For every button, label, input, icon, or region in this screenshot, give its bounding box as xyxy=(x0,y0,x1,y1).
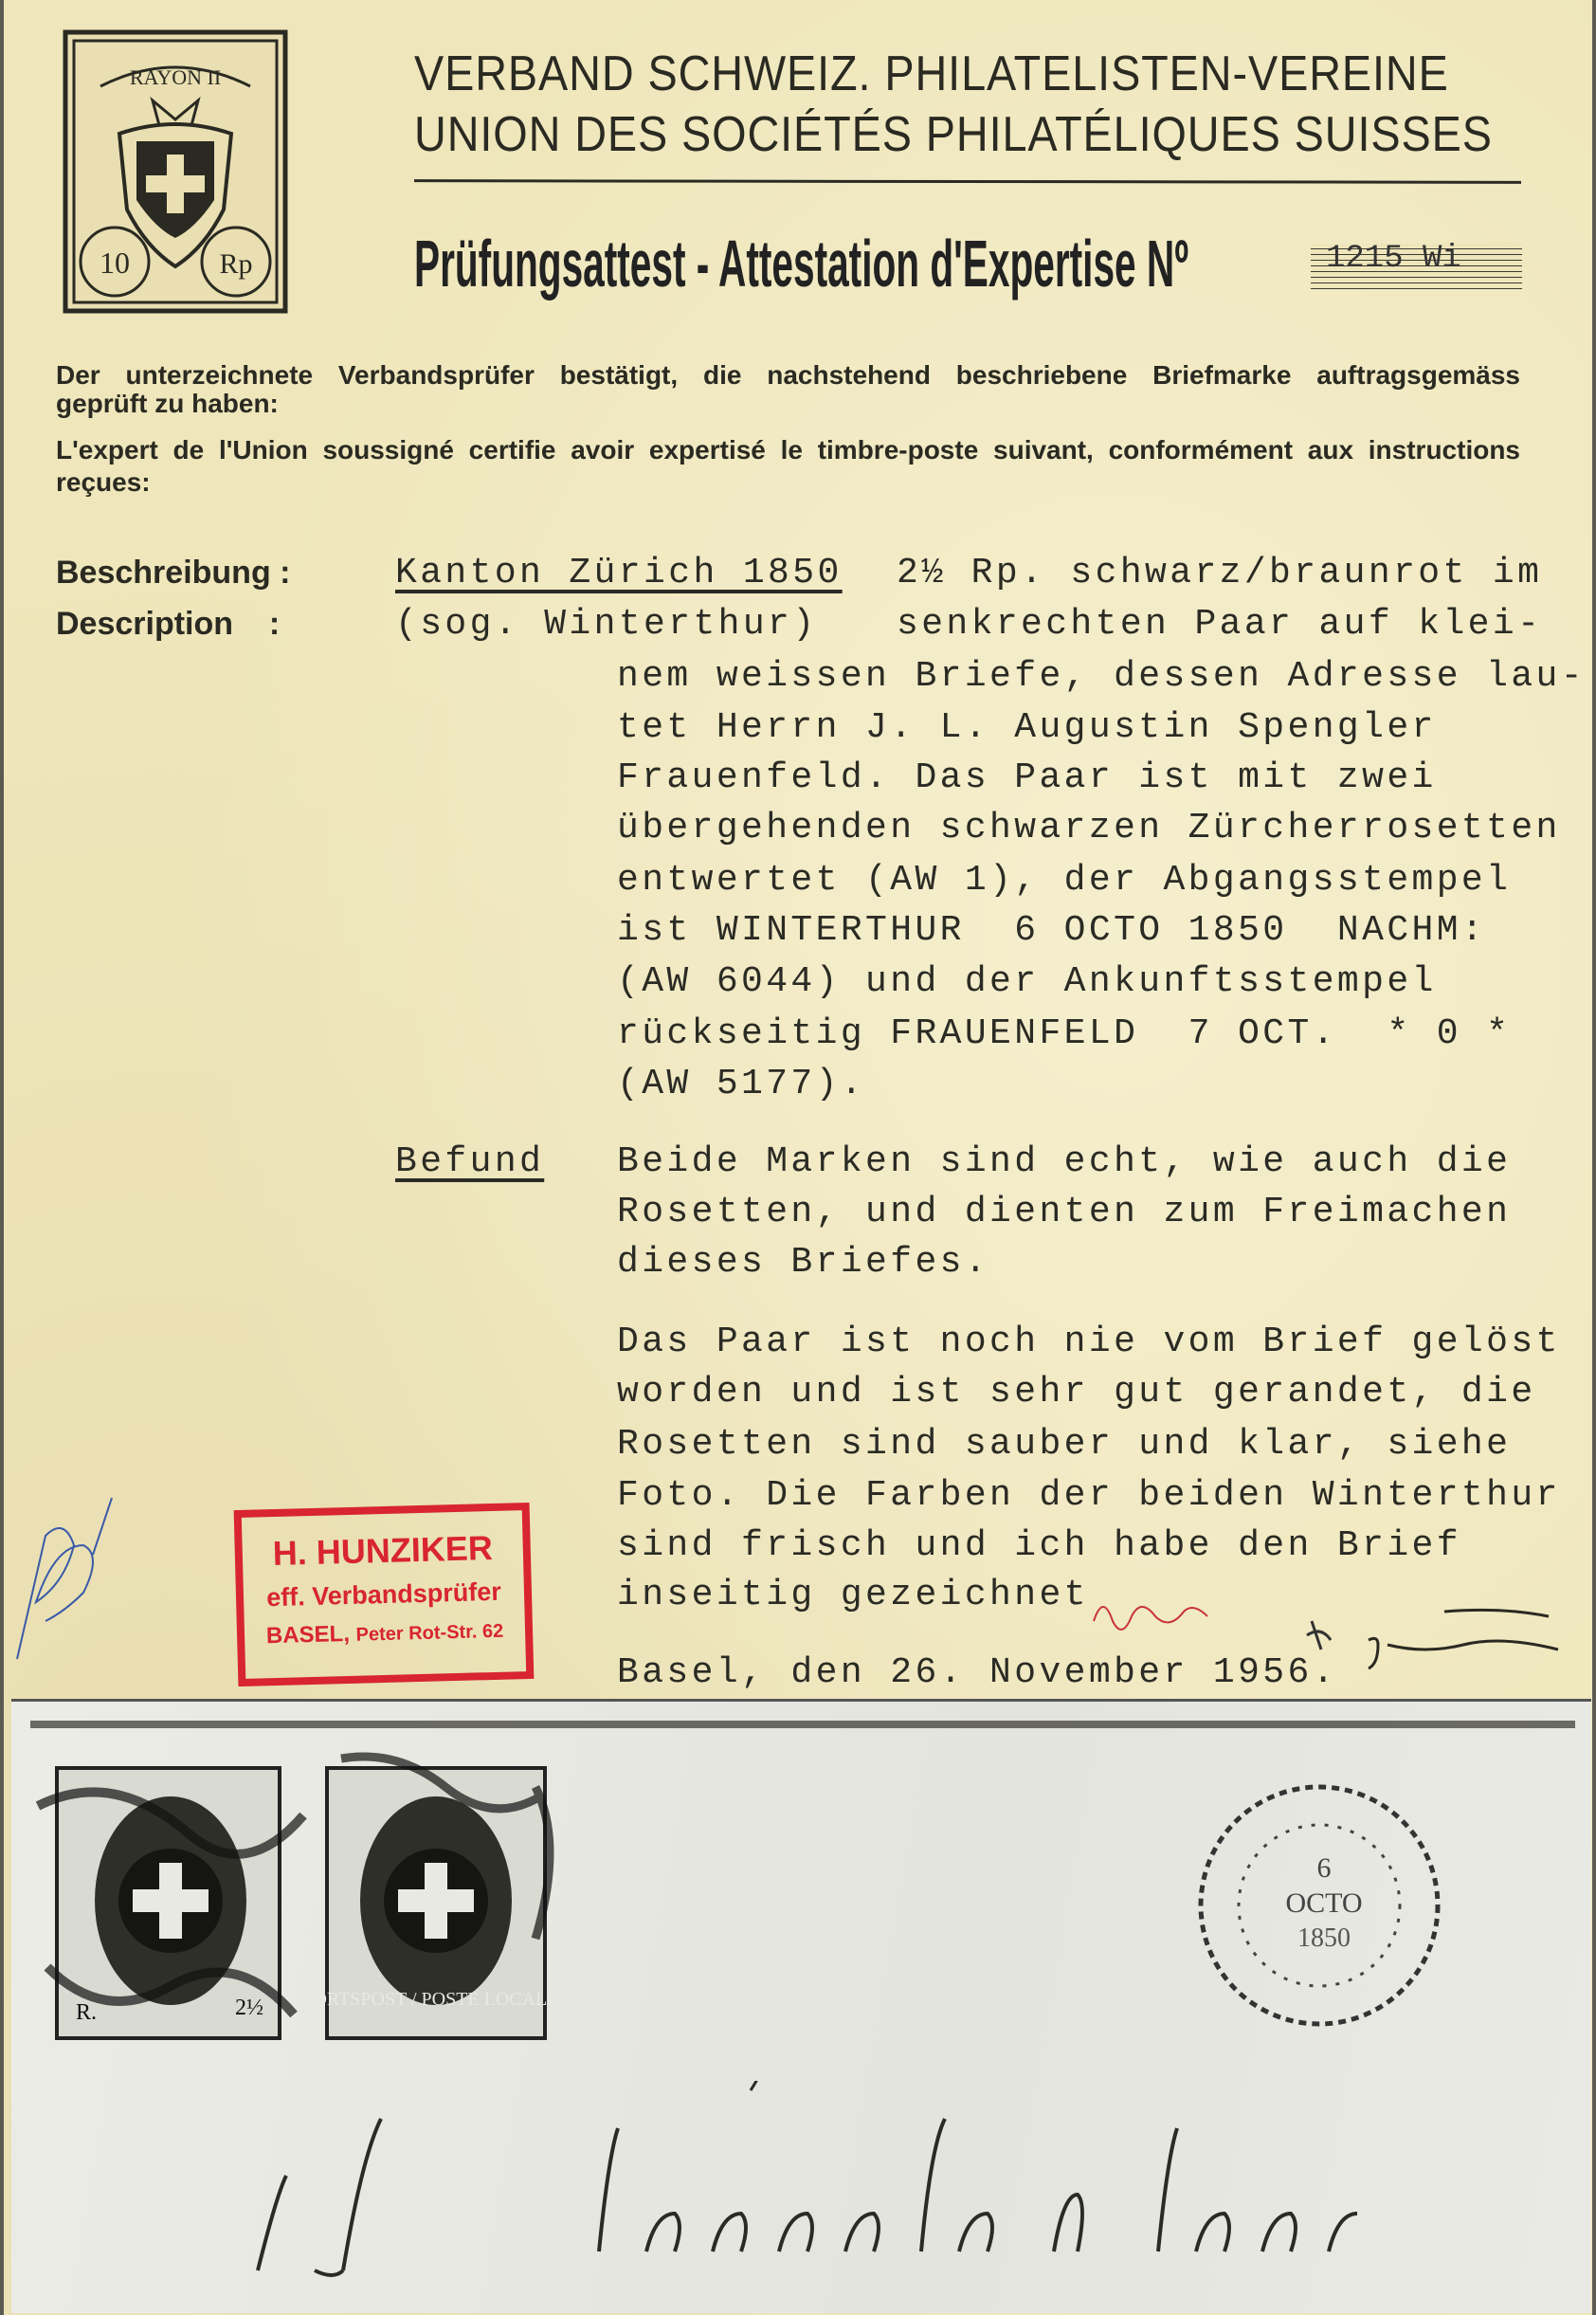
description-line: rückseitig FRAUENFELD 7 OCT. * 0 * xyxy=(617,1013,1512,1054)
description-line: senkrechten Paar auf klei- xyxy=(897,604,1543,645)
description-line: tet Herrn J. L. Augustin Spengler xyxy=(617,707,1437,748)
intro-fr-line2: reçues: xyxy=(56,467,151,497)
logo-rayon-text: RAYON II xyxy=(129,65,222,89)
winterthur-postmark xyxy=(1182,1768,1457,2043)
description-line: nem weissen Briefe, dessen Adresse lau- xyxy=(617,656,1586,697)
remarks-line: Foto. Die Farben der beiden Winterthur xyxy=(617,1475,1561,1516)
handwritten-address xyxy=(201,2081,1575,2308)
remarks-line: Rosetten sind sauber und klar, siehe xyxy=(617,1424,1512,1465)
description-line: (AW 5177). xyxy=(617,1064,866,1104)
description-line: übergehenden schwarzen Zürcherrosetten xyxy=(617,808,1561,848)
intro-de-line2: geprüft zu haben: xyxy=(56,389,279,418)
postmark-year: 1850 xyxy=(1297,1923,1351,1953)
examiner-city: BASEL, xyxy=(265,1620,351,1650)
header-line-de: VERBAND SCHWEIZ. PHILATELISTEN-VEREINE xyxy=(414,46,1449,101)
certificate-title: Prüfungsattest - Attestation d'Expertise Nº xyxy=(414,227,1189,301)
description-subject-line1: Kanton Zürich 1850 xyxy=(395,553,843,593)
description-label-fr: Description : xyxy=(56,606,281,642)
remarks-line: Das Paar ist noch nie vom Brief gelöst xyxy=(617,1322,1561,1362)
examiner-role: eff. Verbandsprüfer xyxy=(265,1577,502,1613)
description-line: ist WINTERTHUR 6 OCTO 1850 NACHM: xyxy=(617,910,1487,951)
description-label-de: Beschreibung : xyxy=(56,555,291,591)
examiner-address xyxy=(245,1616,526,1650)
description-line: 2½ Rp. schwarz/braunrot im xyxy=(897,553,1543,593)
logo-unit-text: Rp xyxy=(219,248,253,280)
cover-photo xyxy=(11,1699,1591,2313)
stamp-inscription: ORTSPOST / POSTE LOCALE xyxy=(313,1989,559,2010)
remarks-line: inseitig gezeichnet xyxy=(617,1575,1089,1615)
findings-label: Befund xyxy=(395,1141,545,1182)
description-line: Frauenfeld. Das Paar ist mit zwei xyxy=(617,757,1437,798)
logo-value-text: 10 xyxy=(100,246,130,280)
postmark-day: 6 xyxy=(1316,1852,1332,1884)
header-line-fr: UNION DES SOCIÉTÉS PHILATÉLIQUES SUISSES xyxy=(414,107,1493,162)
cover-edge-shadow xyxy=(30,1721,1575,1728)
examiner-name: H. HUNZIKER xyxy=(272,1527,494,1574)
stamp-pair xyxy=(19,1730,578,2052)
description-subject-line2: (sog. Winterthur) xyxy=(395,604,818,645)
blue-pencil-mark xyxy=(8,1479,121,1668)
examiner-stamp xyxy=(234,1503,535,1686)
examiner-street: Peter Rot-Str. 62 xyxy=(355,1620,504,1646)
intro-fr-line1: L'expert de l'Union soussigné certifie avoir expertisé le timbre-poste suivant, conformément aux instructions xyxy=(56,435,1520,465)
header-rule xyxy=(414,179,1521,184)
findings-line: Rosetten, und dienten zum Freimachen xyxy=(617,1192,1512,1232)
findings-line: Beide Marken sind echt, wie auch die xyxy=(617,1141,1512,1182)
intro-de-line1: Der unterzeichnete Verbandsprüfer bestätigt, die nachstehend beschriebene Briefmarke auftragsgemäss xyxy=(56,360,1520,390)
signature-marks xyxy=(1084,1583,1577,1687)
certificate-number: 1215 Wi xyxy=(1326,241,1461,277)
description-line: entwertet (AW 1), der Abgangsstempel xyxy=(617,860,1512,901)
stamp-left xyxy=(38,1768,303,2038)
place-date: Basel, den 26. November 1956. xyxy=(617,1652,1337,1693)
stamp-right xyxy=(313,1757,558,2038)
findings-line: dieses Briefes. xyxy=(617,1242,990,1283)
rayon-stamp-logo xyxy=(63,29,288,314)
description-line: (AW 6044) und der Ankunftsstempel xyxy=(617,961,1437,1002)
stamp-unit-text: R. xyxy=(76,2000,98,2025)
remarks-line: worden und ist sehr gut gerandet, die xyxy=(617,1372,1536,1413)
postmark-month: OCTO xyxy=(1285,1887,1363,1919)
stamp-value-text: 2½ xyxy=(235,1996,263,2020)
remarks-line: sind frisch und ich habe den Brief xyxy=(617,1525,1461,1566)
certificate-sheet xyxy=(4,0,1592,2315)
